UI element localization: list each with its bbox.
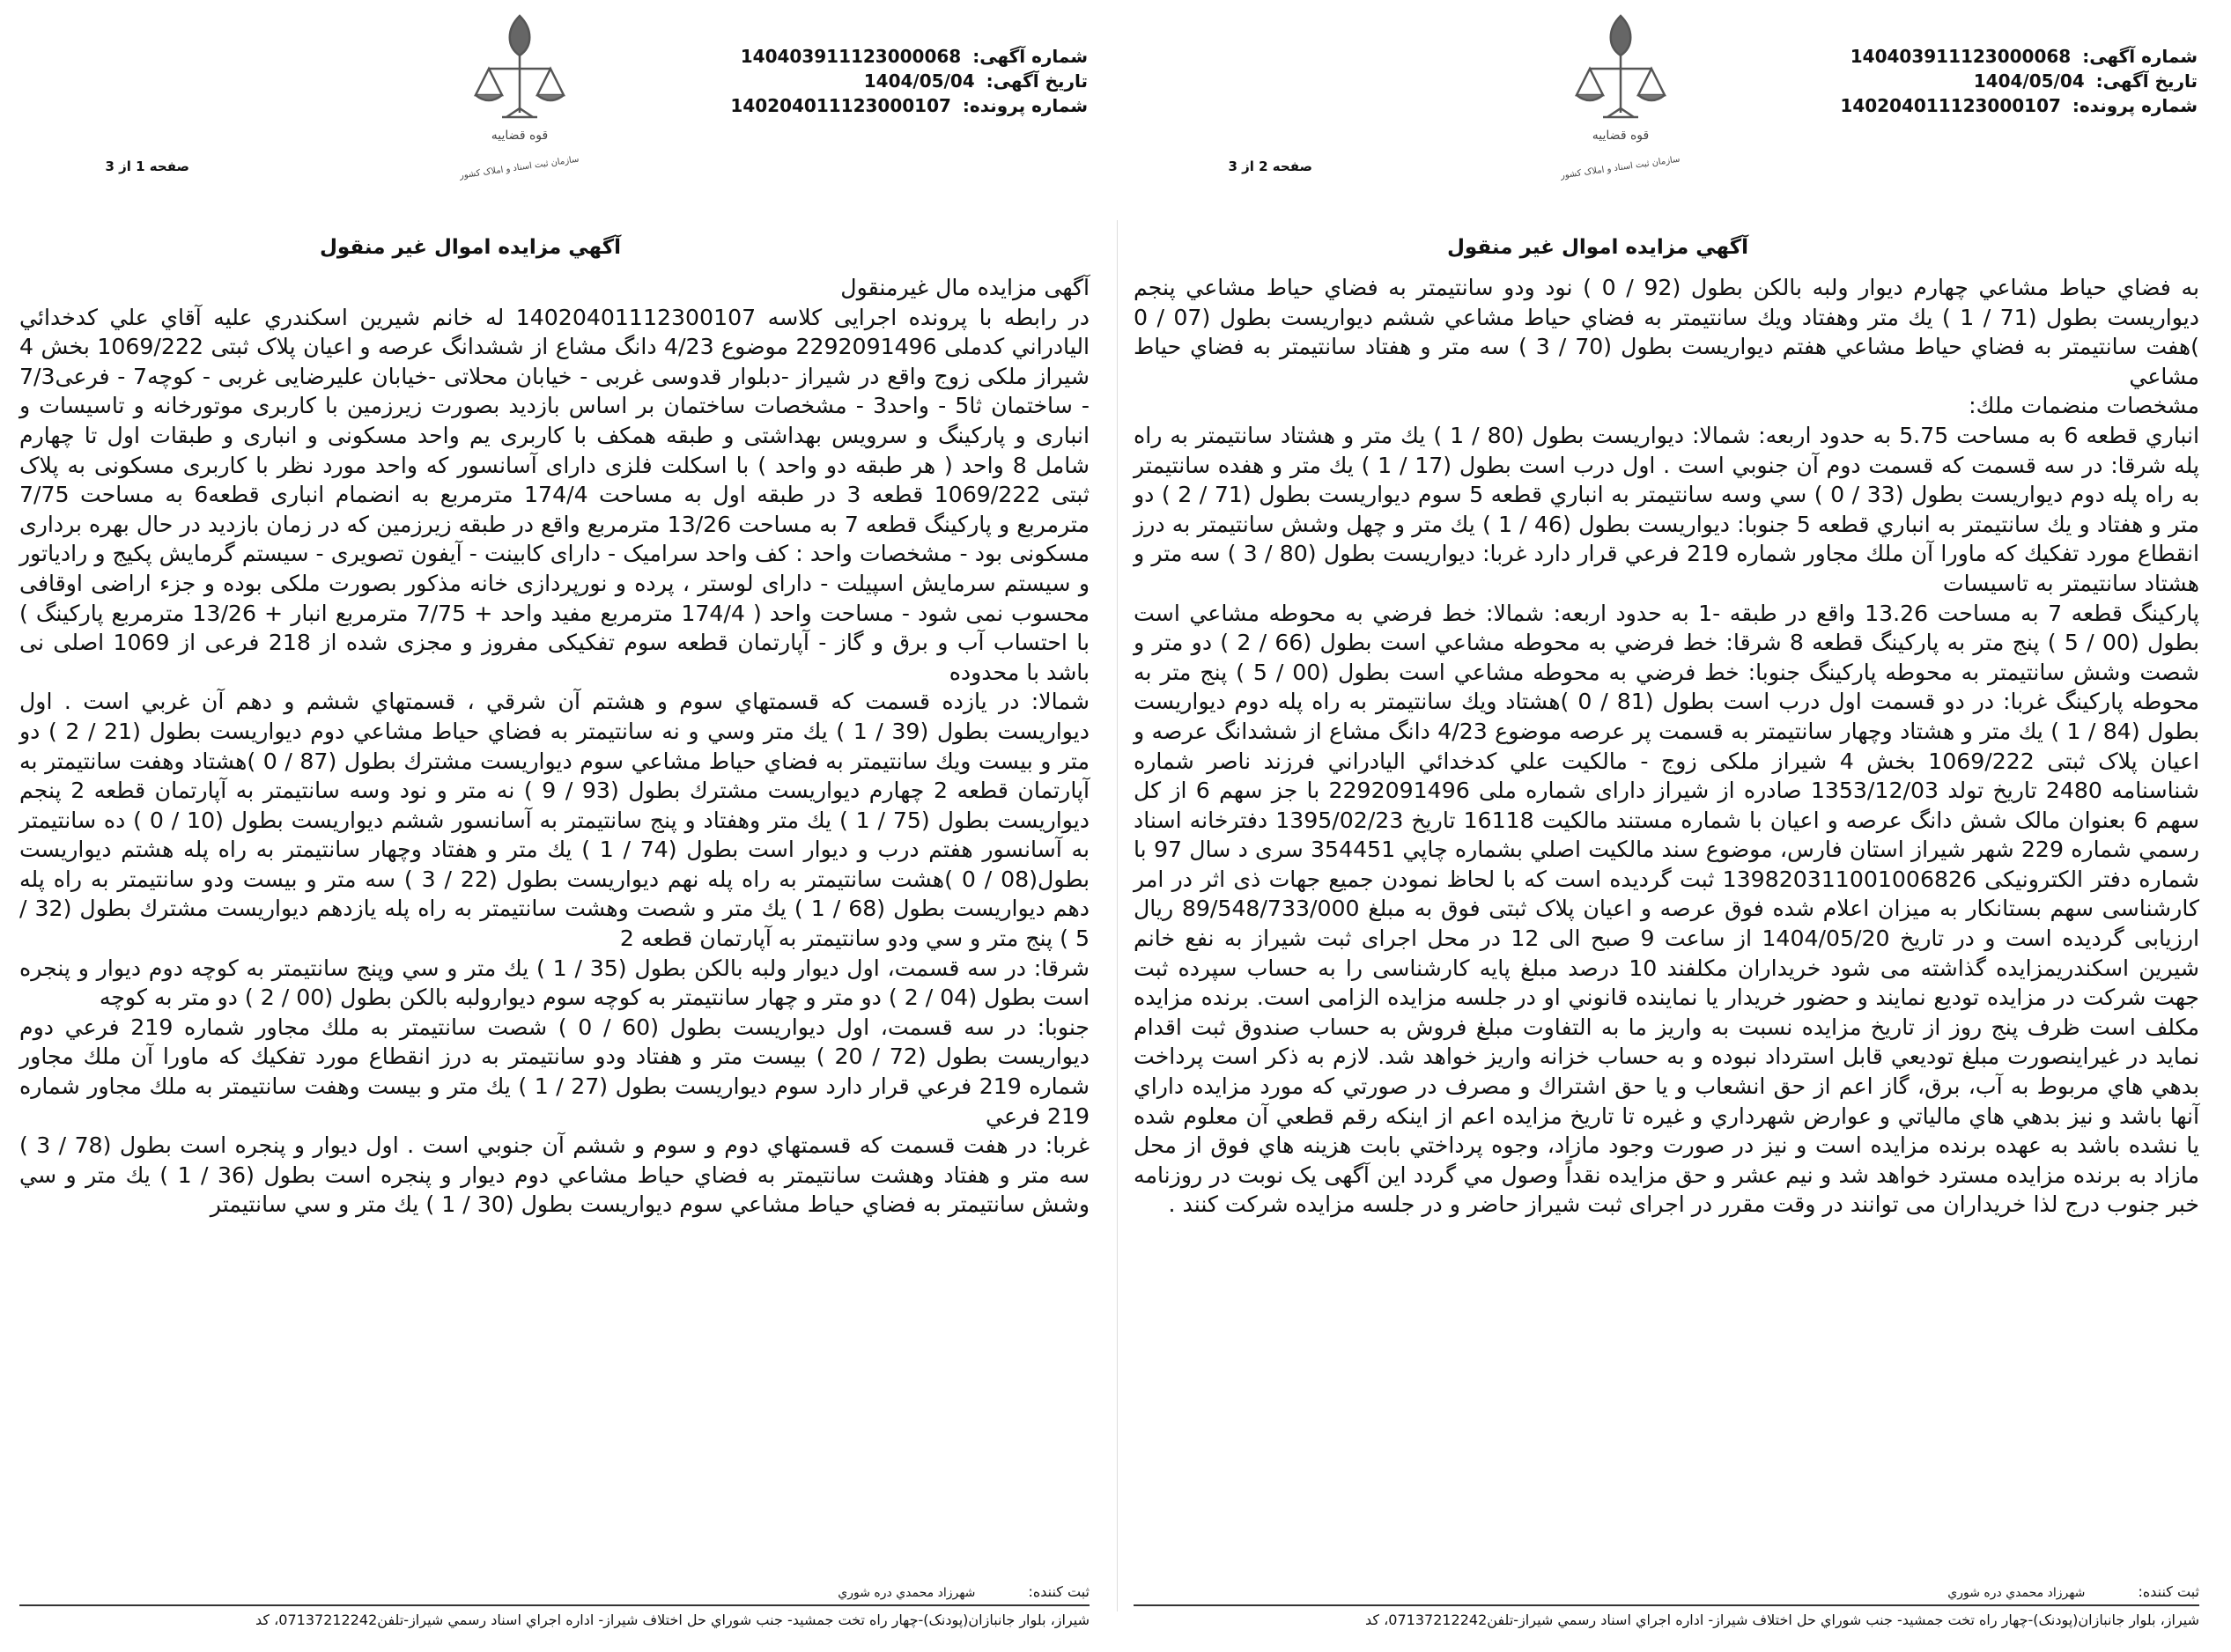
- signer-name: شهرزاد محمدي دره شوري: [1947, 1586, 2086, 1600]
- signer-label: ثبت کننده:: [1028, 1583, 1090, 1600]
- page-number: صفحه 2 از 3: [1228, 159, 1312, 174]
- notice-number-label: شماره آگهی:: [2082, 46, 2198, 67]
- notice-meta: [718, 44, 1088, 118]
- footer-divider: [19, 1604, 1090, 1606]
- signer: [838, 1583, 1090, 1600]
- footer-address: شیراز، بلوار جانبازان(پودنک)-چهار راه تخت جمشید- جنب شوراي حل اختلاف شیراز- اداره اجراي اسناد رسمي شیراز-تلفن07137212242، کد: [255, 1611, 1090, 1628]
- body-paragraph: پاركينگ قطعه 7 به مساحت 13.26 واقع در طبقه -1 به حدود اربعه: شمالا: خط فرضي به محوطه مشاعي است بطول (00 / 5 ) پنج متر به پاركينگ قطعه 8 شرقا: خط فرضي به محوطه مشاعي است بطول (66 / 2 ) دو متر و شصت وشش سانتيمتر به محوطه پاركينگ جنوبا: خط فرضي به محوطه مشاعي است بطول (00 / 5 ) پنج متر به محوطه پاركينگ غربا: در دو قسمت اول درب است بطول (81 / 0 )هشتاد ويك سانتيمتر به راه پله دوم ديواريست بطول (84 / 1 ) يك متر و هشتاد وچهار سانتيمتر به قسمت پر عرصه موضوع 4/23 دانگ مشاع از ششدانگ عرصه و اعیان پلاک ثبتی 1069/222 بخش 4 شیراز ملکی زوج - مالکیت علي كدخدائي اليادراني فرزند ناصر شماره شناسنامه 2480 تاریخ تولد 1353/12/03 صادره از شیراز دارای شماره ملی 2292091496 با جز سهم 6 از کل سهم 6 بعنوان مالک شش دانگ عرصه و اعیان با شماره مستند مالکیت 16118 تاریخ 1395/02/23 دفترخانه اسناد رسمي شماره 229 شهر شیراز استان فارس، موضوع سند مالکیت اصلي بشماره چاپي 354451 سری د سال 97 با شماره دفتر الکترونیکی 139820311001006826 ثبت گردیده است که با لحاظ نمودن جمیع جهات ذی اثر در امر کارشناسی سهم بستانکار به میزان اعلام شده فوق عرصه و اعیان پلاک ثبتی فوق به مبلغ 89/548/733/000 ریال ارزیابی گردیده است و در تاریخ 1404/05/20 از ساعت 9 صبح الی 12 در محل اجرای ثبت شیراز به نفع خانم شیرین اسکندریمزایده گذاشته می شود خریداران مکلفند 10 درصد مبلغ پایه کارشناسی را به حساب سپرده ثبت جهت شرکت در مزایده توديع نمایند و حضور خریدار یا نماینده قانوني او در جلسه مزایده الزامی است. برنده مزایده مکلف است ظرف پنج روز از تاریخ مزایده نسبت به واریز ما به التفاوت مبلغ فروش به حساب صندوق ثبت اقدام نماید در غیراینصورت مبلغ توديعي قابل استرداد نبوده و به حساب خزانه واریز خواهد شد. لازم به ذکر است پرداخت بدهي هاي مربوط به آب، برق، گاز اعم از حق انشعاب و يا حق اشتراك و مصرف در صورتي كه مورد مزايده داراي آنها باشد و نيز بدهي هاي مالياتي و عوارض شهرداري و غيره تا تاريخ مزايده اعم از اينكه رقم قطعي آن معلوم شده يا نشده باشد به عهده برنده مزايده است و نيز در صورت وجود مازاد، وجوه پرداختي بابت هزينه هاي فوق از محل مازاد به برنده مزايده مسترد خواهد شد و نيم عشر و حق مزايده نقداً وصول مي گردد این آگهی یک نوبت در روزنامه خبر جنوب درج لذا خریداران می توانند در وقت مقرر در اجرای ثبت شیراز حاضر و در جلسه مزایده شرکت کنند .: [1134, 600, 2200, 1218]
- page-divider: [1117, 220, 1118, 1611]
- notice-number-label: شماره آگهی:: [972, 46, 1088, 67]
- notice-number-row: [1828, 44, 2198, 69]
- judiciary-emblem-icon: [454, 7, 586, 201]
- signer-label: ثبت کننده:: [2138, 1583, 2199, 1600]
- body-paragraph: مشخصات منضمات ملك:: [1969, 393, 2199, 419]
- page-header: [1123, 0, 2224, 220]
- case-number: 140204011123000107: [1840, 95, 2061, 116]
- body-paragraph: شمالا: در يازده قسمت كه قسمتهاي سوم و هشتم آن شرقي ، قسمتهاي ششم و دهم آن غربي است . اول ديواريست بطول (39 / 1 ) يك متر وسي و نه سانتيمتر به فضاي حياط مشاعي دوم ديواريست بطول (21 / 2 ) دو متر و بيست ويك سانتيمتر به فضاي حياط مشاعي سوم ديواريست مشترك بطول (87 / 0 )هشتاد وهفت سانتيمتر به آپارتمان قطعه 2 چهارم ديواريست مشترك بطول (93 / 9 ) نه متر و نود وسه سانتيمتر به آپارتمان قطعه 2 پنجم ديواريست بطول (75 / 1 ) يك متر وهفتاد و پنج سانتيمتر به آسانسور ششم ديواريست بطول (10 / 0 ) ده سانتيمتر به آسانسور هفتم درب و ديوار است بطول (74 / 1 ) يك متر و هفتاد وچهار سانتيمتر به راه پله هشتم ديواريست بطول(08 / 0 )هشت سانتيمتر به راه پله نهم ديواريست بطول (22 / 3 ) سه متر و بيست ودو سانتيمتر به راه پله دهم ديواريست بطول (68 / 1 ) يك متر و شصت وهشت سانتيمتر به راه پله يازدهم ديواريست مشترك بطول (32 / 5 ) پنج متر و سي ودو سانتيمتر به آپارتمان قطعه 2: [19, 689, 1090, 952]
- notice-number: 140403911123000068: [740, 46, 962, 67]
- notice-date-label: تاریخ آگهی:: [2095, 70, 2198, 92]
- notice-title: آگهي مزايده اموال غير منقول: [319, 236, 621, 259]
- body-paragraph: انباري قطعه 6 به مساحت 5.75 به حدود اربعه: شمالا: ديواريست بطول (80 / 1 ) يك متر و هشتاد سانتيمتر به راه پله شرقا: در سه قسمت كه قسمت دوم آن جنوبي است . اول درب است بطول (17 / 1 ) يك متر و هفده سانتيمتر به راه پله دوم ديواريست بطول (33 / 0 ) سي وسه سانتيمتر به انباري قطعه 5 سوم ديواريست بطول (71 / 2 ) دو متر و هفتاد و يك سانتيمتر به انباري قطعه 5 جنوبا: ديواريست بطول (46 / 1 ) يك متر و چهل وشش سانتيمتر به درز انقطاع مورد تفكيك كه ماورا آن ملك مجاور شماره 219 فرعي قرار دارد غربا: ديواريست بطول (80 / 3 ) سه متر و هشتاد سانتيمتر به تاسيسات: [1134, 422, 2200, 596]
- emblem-subtext: سازمان ثبت اسناد و املاک کشور: [459, 154, 580, 181]
- notice-subheading: آگهی مزایده مال غیرمنقول: [840, 275, 1090, 300]
- emblem-text: قوه قضاییه: [491, 129, 549, 143]
- case-number-label: شماره پرونده:: [962, 95, 1088, 116]
- footer-divider: [1134, 1604, 2199, 1606]
- notice-number: 140403911123000068: [1850, 46, 2072, 67]
- notice-date-row: [718, 69, 1088, 93]
- notice-page-1: [9, 0, 1114, 1652]
- emblem-subtext: سازمان ثبت اسناد و املاک کشور: [1560, 154, 1681, 181]
- page-number: صفحه 1 از 3: [105, 159, 189, 174]
- notice-number-row: [718, 44, 1088, 69]
- body-paragraph: جنوبا: در سه قسمت، اول ديواريست بطول (60 / 0 ) شصت سانتيمتر به ملك مجاور شماره 219 فرعي دوم ديواريست بطول (72 / 20 ) بيست متر و هفتاد ودو سانتيمتر به درز انقطاع مورد تفكيك كه ماورا آن ملك مجاور شماره 219 فرعي قرار دارد سوم ديواريست بطول (27 / 1 ) يك متر و بيست وهفت سانتيمتر به ملك مجاور شماره 219 فرعي: [19, 1014, 1090, 1129]
- body-paragraph: به فضاي حياط مشاعي چهارم ديوار ولبه بالكن بطول (92 / 0 ) نود ودو سانتيمتر به فضاي حياط مشاعي پنجم ديواريست بطول (71 / 1 ) يك متر وهفتاد ويك سانتيمتر به فضاي حياط مشاعي ششم ديواريست بطول (07 / 0 )هفت سانتيمتر به فضاي حياط مشاعي هفتم ديواريست بطول (70 / 3 ) سه متر و هفتاد سانتيمتر به فضاي حياط مشاعي: [1134, 275, 2199, 389]
- body-paragraph: غربا: در هفت قسمت كه قسمتهاي دوم و سوم و ششم آن جنوبي است . اول ديوار و پنجره است بطول (78 / 3 ) سه متر و هفتاد وهشت سانتيمتر به فضاي حياط مشاعي دوم ديوار و پنجره است بطول (36 / 1 ) يك متر و سي وشش سانتيمتر به فضاي حياط مشاعي سوم ديواريست بطول (30 / 1 ) يك متر و سي سانتيمتر: [19, 1132, 1090, 1218]
- notice-page-2: [1123, 0, 2224, 1652]
- notice-body: [1134, 273, 2199, 1220]
- notice-date-label: تاریخ آگهی:: [986, 70, 1088, 92]
- case-number-row: [718, 93, 1088, 118]
- case-number: 140204011123000107: [730, 95, 951, 116]
- notice-title: آگهي مزايده اموال غير منقول: [1446, 236, 1748, 259]
- body-paragraph: شرقا: در سه قسمت، اول ديوار ولبه بالكن بطول (35 / 1 ) يك متر و سي وپنج سانتيمتر به كوچه دوم ديوار و پنجره است بطول (04 / 2 ) دو متر و چهار سانتيمتر به كوچه سوم ديوارولبه بالكن بطول (00 / 2 ) دو متر به كوچه: [19, 955, 1090, 1011]
- page-header: [9, 0, 1114, 220]
- signer-name: شهرزاد محمدي دره شوري: [838, 1586, 976, 1600]
- notice-meta: [1828, 44, 2198, 118]
- notice-date: 1404/05/04: [1973, 70, 2085, 92]
- notice-body: [19, 273, 1090, 1220]
- judiciary-emblem-icon: [1555, 7, 1687, 201]
- emblem-text: قوه قضاییه: [1592, 129, 1650, 143]
- signer: [1947, 1583, 2199, 1600]
- body-paragraph: در رابطه با پرونده اجرایی کلاسه 14020401112300107 له خانم شیرین اسکندري علیه آقاي علي كدخدائي اليادراني کدملی 2292091496 موضوع 4/23 دانگ مشاع از ششدانگ عرصه و اعیان پلاک ثبتی 1069/222 بخش 4 شیراز ملکی زوج واقع در شیراز -دبلوار قدوسی غربی - خیابان محلاتی -خیابان علیرضایی غربی - کوچه7 - فرعی7/3 - ساختمان ثا5 - واحد3 - مشخصات ساختمان بر اساس بازدید بصورت زیرزمین با کاربری موتورخانه و تاسیسات و انباری و پارکینگ و سرویس بهداشتی و طبقه همکف با کاربری یم واحد مسکونی و انباری و طبقات اول تا چهارم شامل 8 واحد ( هر طبقه دو واحد ) با اسکلت فلزی دارای آسانسور که واحد مورد نظر با کاربری مسکونی به پلاک ثبتی 1069/222 قطعه 3 در طبقه اول به مساحت 174/4 مترمربع به انضمام انباری قطعه6 به مساحت 7/75 مترمربع و پارکینگ قطعه 7 به مساحت 13/26 مترمربع واقع در طبقه زیرزمین که در زمان بازدید در حال بهره برداری مسکونی بود - مشخصات واحد : کف واحد سرامیک - دارای کابینت - آیفون تصویری - سیستم گرمایش پکیج و رادیاتور و سیستم سرمایش اسپیلت - دارای لوستر ، پرده و نورپردازی خانه مذکور بصورت ملکی بوده و جزء اراضی اوقافی محسوب نمی شود - مساحت واحد ( 174/4 مترمربع مفید واحد + 7/75 مترمربع انبار + 13/26 مترمربع پارکینگ ) با احتساب آب و برق و گاز - آپارتمان قطعه سوم تفکیکی مفروز و مجزی شده از 218 فرعی از 1069 اصلی نی باشد با محدوده: [19, 304, 1090, 685]
- footer-address: شیراز، بلوار جانبازان(پودنک)-چهار راه تخت جمشید- جنب شوراي حل اختلاف شیراز- اداره اجراي اسناد رسمي شیراز-تلفن07137212242، کد: [1365, 1611, 2199, 1628]
- case-number-row: [1828, 93, 2198, 118]
- case-number-label: شماره پرونده:: [2072, 95, 2198, 116]
- notice-date-row: [1828, 69, 2198, 93]
- notice-date: 1404/05/04: [863, 70, 975, 92]
